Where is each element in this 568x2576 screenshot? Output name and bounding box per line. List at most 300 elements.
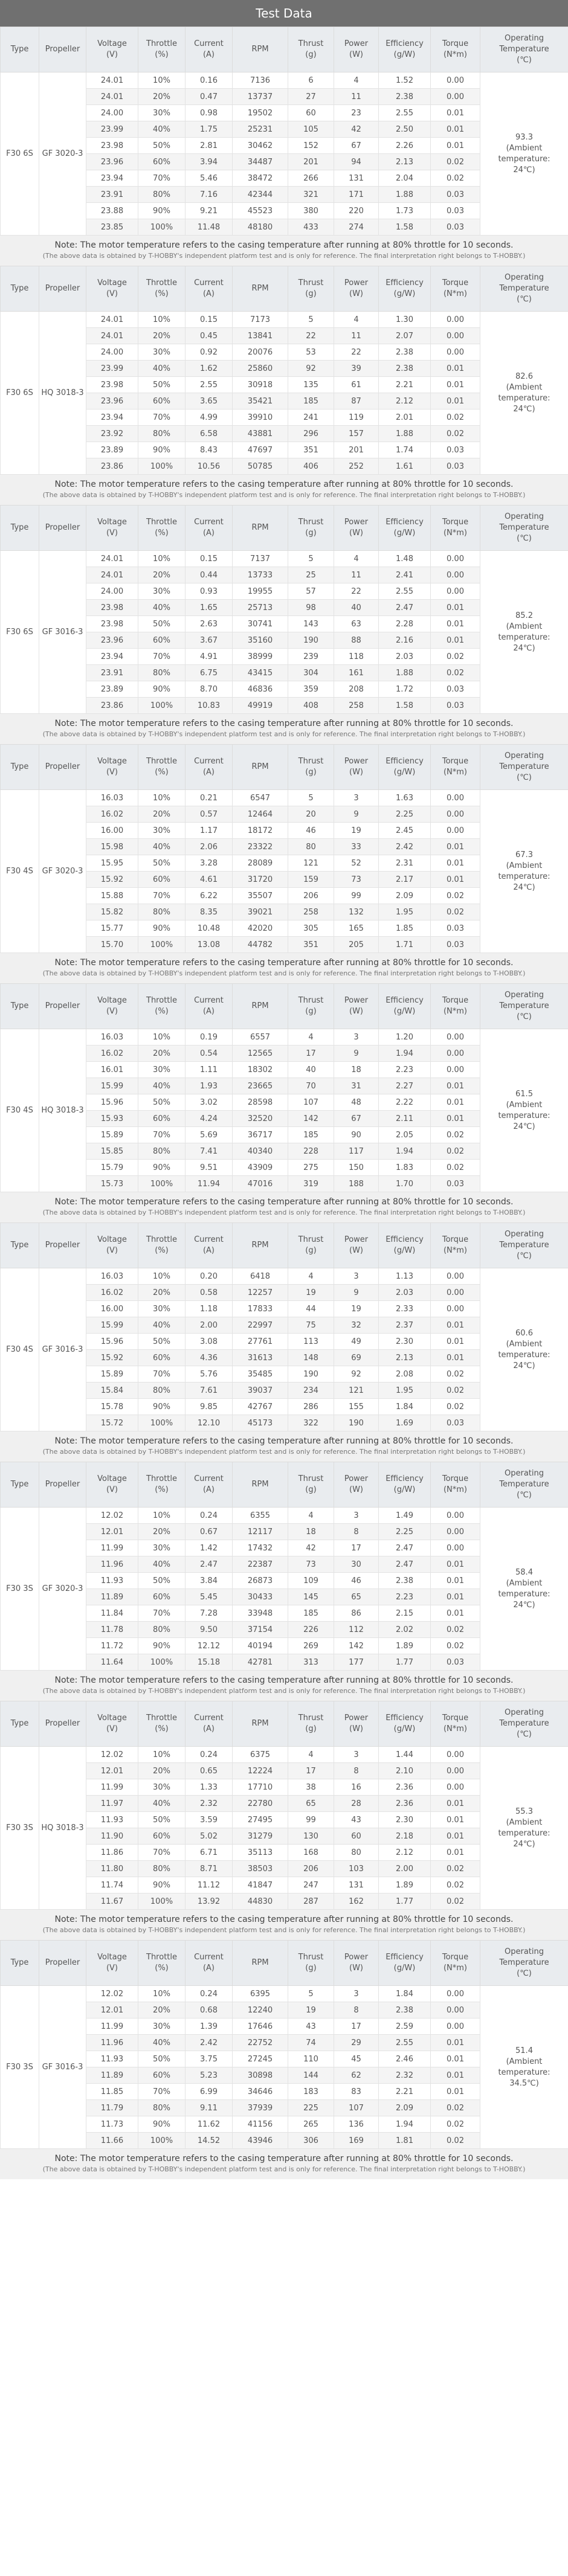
thrust-cell: 305 xyxy=(288,920,334,937)
thrust-cell: 99 xyxy=(288,1812,334,1828)
rpm-cell: 35421 xyxy=(233,393,288,410)
power-cell: 155 xyxy=(334,1399,379,1415)
torque-cell: 0.01 xyxy=(431,855,480,872)
test-note xyxy=(0,475,568,505)
rpm-cell: 35507 xyxy=(233,888,288,904)
test-data-table xyxy=(0,505,568,714)
voltage-cell: 11.97 xyxy=(86,1796,138,1812)
thrust-cell: 43 xyxy=(288,2019,334,2035)
torque-cell: 0.02 xyxy=(431,888,480,904)
power-cell: 28 xyxy=(334,1796,379,1812)
throttle-cell: 50% xyxy=(138,616,186,632)
voltage-cell: 15.95 xyxy=(86,855,138,872)
column-header: Torque (N*m) xyxy=(431,1701,480,1747)
throttle-cell: 100% xyxy=(138,937,186,953)
voltage-cell: 11.84 xyxy=(86,1605,138,1622)
thrust-cell: 206 xyxy=(288,1861,334,1877)
rpm-cell: 30918 xyxy=(233,377,288,393)
torque-cell: 0.02 xyxy=(431,1638,480,1654)
power-cell: 3 xyxy=(334,1986,379,2002)
throttle-cell: 70% xyxy=(138,1605,186,1622)
current-cell: 2.55 xyxy=(186,377,233,393)
power-cell: 19 xyxy=(334,823,379,839)
current-cell: 1.75 xyxy=(186,121,233,138)
test-data-table xyxy=(0,27,568,236)
voltage-cell: 15.89 xyxy=(86,1366,138,1383)
thrust-cell: 225 xyxy=(288,2100,334,2116)
current-cell: 2.42 xyxy=(186,2035,233,2051)
throttle-cell: 40% xyxy=(138,2035,186,2051)
efficiency-cell: 1.52 xyxy=(379,72,431,89)
column-header: Throttle (%) xyxy=(138,1701,186,1747)
efficiency-cell: 2.03 xyxy=(379,1285,431,1301)
power-cell: 11 xyxy=(334,89,379,105)
torque-cell: 0.00 xyxy=(431,72,480,89)
torque-cell: 0.01 xyxy=(431,1796,480,1812)
table-header-row xyxy=(1,1941,568,1986)
efficiency-cell: 1.44 xyxy=(379,1747,431,1763)
power-cell: 112 xyxy=(334,1622,379,1638)
current-cell: 0.19 xyxy=(186,1029,233,1045)
efficiency-cell: 2.31 xyxy=(379,855,431,872)
thrust-cell: 168 xyxy=(288,1845,334,1861)
current-cell: 0.57 xyxy=(186,806,233,823)
column-header: Thrust (g) xyxy=(288,984,334,1029)
torque-cell: 0.00 xyxy=(431,583,480,600)
current-cell: 2.47 xyxy=(186,1556,233,1573)
motor-type-cell: F30 6S xyxy=(1,72,39,236)
voltage-cell: 23.98 xyxy=(86,377,138,393)
current-cell: 10.48 xyxy=(186,920,233,937)
current-cell: 13.08 xyxy=(186,937,233,953)
voltage-cell: 15.85 xyxy=(86,1143,138,1160)
efficiency-cell: 2.36 xyxy=(379,1796,431,1812)
voltage-cell: 16.00 xyxy=(86,823,138,839)
torque-cell: 0.02 xyxy=(431,1143,480,1160)
efficiency-cell: 2.23 xyxy=(379,1062,431,1078)
torque-cell: 0.01 xyxy=(431,1589,480,1605)
throttle-cell: 80% xyxy=(138,426,186,442)
column-header: Power (W) xyxy=(334,27,379,72)
efficiency-cell: 2.11 xyxy=(379,1111,431,1127)
note-main-text: Note: The motor temperature refers to the casing temperature after running at 80% throttle for 10 seconds. xyxy=(54,2154,514,2163)
thrust-cell: 6 xyxy=(288,72,334,89)
throttle-cell: 40% xyxy=(138,1078,186,1094)
power-cell: 86 xyxy=(334,1605,379,1622)
voltage-cell: 16.03 xyxy=(86,1029,138,1045)
power-cell: 94 xyxy=(334,154,379,170)
throttle-cell: 90% xyxy=(138,442,186,458)
power-cell: 17 xyxy=(334,2019,379,2035)
column-header: Propeller xyxy=(39,745,86,790)
voltage-cell: 23.86 xyxy=(86,458,138,475)
rpm-cell: 13733 xyxy=(233,567,288,583)
power-cell: 136 xyxy=(334,2116,379,2133)
rpm-cell: 35113 xyxy=(233,1845,288,1861)
voltage-cell: 11.89 xyxy=(86,1589,138,1605)
throttle-cell: 50% xyxy=(138,1573,186,1589)
current-cell: 4.91 xyxy=(186,649,233,665)
efficiency-cell: 2.38 xyxy=(379,344,431,361)
rpm-cell: 43946 xyxy=(233,2133,288,2149)
voltage-cell: 23.98 xyxy=(86,600,138,616)
throttle-cell: 40% xyxy=(138,1317,186,1334)
column-header: Type xyxy=(1,266,39,312)
throttle-cell: 20% xyxy=(138,1045,186,1062)
column-header: Propeller xyxy=(39,984,86,1029)
torque-cell: 0.01 xyxy=(431,1605,480,1622)
rpm-cell: 17646 xyxy=(233,2019,288,2035)
rpm-cell: 39910 xyxy=(233,410,288,426)
test-data-table xyxy=(0,1701,568,1910)
table-header-row xyxy=(1,984,568,1029)
power-cell: 40 xyxy=(334,600,379,616)
propeller-cell: HQ 3018-3 xyxy=(39,312,86,475)
power-cell: 88 xyxy=(334,632,379,649)
note-disclaimer-text: (The above data is obtained by T-HOBBY's independent platform test and is only for reference. The final interpretation right belongs to T-HOBBY.) xyxy=(42,2165,526,2173)
torque-cell: 0.01 xyxy=(431,632,480,649)
efficiency-cell: 2.50 xyxy=(379,121,431,138)
column-header: RPM xyxy=(233,1701,288,1747)
column-header: Torque (N*m) xyxy=(431,745,480,790)
thrust-cell: 247 xyxy=(288,1877,334,1893)
rpm-cell: 44782 xyxy=(233,937,288,953)
current-cell: 0.21 xyxy=(186,790,233,806)
thrust-cell: 4 xyxy=(288,1268,334,1285)
torque-cell: 0.00 xyxy=(431,551,480,567)
throttle-cell: 20% xyxy=(138,1763,186,1779)
voltage-cell: 23.85 xyxy=(86,219,138,236)
voltage-cell: 15.82 xyxy=(86,904,138,920)
throttle-cell: 80% xyxy=(138,2100,186,2116)
motor-type-cell: F30 3S xyxy=(1,1986,39,2149)
rpm-cell: 7136 xyxy=(233,72,288,89)
torque-cell: 0.00 xyxy=(431,1062,480,1078)
efficiency-cell: 2.04 xyxy=(379,170,431,187)
column-header: Current (A) xyxy=(186,506,233,551)
column-header: Power (W) xyxy=(334,745,379,790)
torque-cell: 0.03 xyxy=(431,1654,480,1671)
thrust-cell: 433 xyxy=(288,219,334,236)
power-cell: 150 xyxy=(334,1160,379,1176)
power-cell: 3 xyxy=(334,790,379,806)
torque-cell: 0.01 xyxy=(431,1078,480,1094)
column-header: Type xyxy=(1,745,39,790)
rpm-cell: 43909 xyxy=(233,1160,288,1176)
throttle-cell: 10% xyxy=(138,312,186,328)
current-cell: 0.15 xyxy=(186,551,233,567)
power-cell: 17 xyxy=(334,1540,379,1556)
current-cell: 0.93 xyxy=(186,583,233,600)
voltage-cell: 24.00 xyxy=(86,105,138,121)
current-cell: 3.84 xyxy=(186,1573,233,1589)
column-header: Current (A) xyxy=(186,1462,233,1508)
column-header: Current (A) xyxy=(186,27,233,72)
rpm-cell: 37939 xyxy=(233,2100,288,2116)
motor-type-cell: F30 3S xyxy=(1,1747,39,1910)
column-header: Operating Temperature (℃) xyxy=(480,1941,568,1986)
voltage-cell: 16.02 xyxy=(86,1285,138,1301)
column-header: Voltage (V) xyxy=(86,506,138,551)
torque-cell: 0.03 xyxy=(431,1415,480,1431)
rpm-cell: 35160 xyxy=(233,632,288,649)
efficiency-cell: 2.37 xyxy=(379,1317,431,1334)
voltage-cell: 15.98 xyxy=(86,839,138,855)
test-note xyxy=(0,2149,568,2179)
power-cell: 132 xyxy=(334,904,379,920)
operating-temperature-cell: 85.2 (Ambient temperature: 24℃) xyxy=(480,551,568,714)
column-header: RPM xyxy=(233,1462,288,1508)
torque-cell: 0.02 xyxy=(431,904,480,920)
voltage-cell: 12.02 xyxy=(86,1747,138,1763)
current-cell: 8.43 xyxy=(186,442,233,458)
throttle-cell: 20% xyxy=(138,567,186,583)
torque-cell: 0.00 xyxy=(431,1301,480,1317)
column-header: Torque (N*m) xyxy=(431,984,480,1029)
table-row xyxy=(1,312,568,328)
propeller-cell: GF 3016-3 xyxy=(39,1986,86,2149)
rpm-cell: 23322 xyxy=(233,839,288,855)
column-header: Thrust (g) xyxy=(288,1462,334,1508)
efficiency-cell: 1.69 xyxy=(379,1415,431,1431)
torque-cell: 0.01 xyxy=(431,393,480,410)
efficiency-cell: 2.38 xyxy=(379,2002,431,2019)
current-cell: 1.17 xyxy=(186,823,233,839)
rpm-cell: 45523 xyxy=(233,203,288,219)
voltage-cell: 24.01 xyxy=(86,89,138,105)
power-cell: 142 xyxy=(334,1638,379,1654)
column-header: Voltage (V) xyxy=(86,1462,138,1508)
current-cell: 14.52 xyxy=(186,2133,233,2149)
test-data-table xyxy=(0,744,568,953)
throttle-cell: 60% xyxy=(138,1350,186,1366)
thrust-cell: 183 xyxy=(288,2084,334,2100)
efficiency-cell: 1.83 xyxy=(379,1160,431,1176)
thrust-cell: 190 xyxy=(288,1366,334,1383)
power-cell: 3 xyxy=(334,1268,379,1285)
power-cell: 274 xyxy=(334,219,379,236)
table-row xyxy=(1,1747,568,1763)
rpm-cell: 17833 xyxy=(233,1301,288,1317)
thrust-cell: 206 xyxy=(288,888,334,904)
current-cell: 0.67 xyxy=(186,1524,233,1540)
voltage-cell: 15.99 xyxy=(86,1078,138,1094)
power-cell: 32 xyxy=(334,1317,379,1334)
column-header: RPM xyxy=(233,1941,288,1986)
thrust-cell: 145 xyxy=(288,1589,334,1605)
column-header: Thrust (g) xyxy=(288,745,334,790)
torque-cell: 0.01 xyxy=(431,2084,480,2100)
note-disclaimer-text: (The above data is obtained by T-HOBBY's independent platform test and is only for reference. The final interpretation right belongs to T-HOBBY.) xyxy=(42,969,526,977)
voltage-cell: 15.77 xyxy=(86,920,138,937)
rpm-cell: 47697 xyxy=(233,442,288,458)
power-cell: 162 xyxy=(334,1893,379,1910)
table-header-row xyxy=(1,27,568,72)
torque-cell: 0.02 xyxy=(431,1366,480,1383)
voltage-cell: 16.02 xyxy=(86,806,138,823)
current-cell: 0.92 xyxy=(186,344,233,361)
table-row xyxy=(1,1268,568,1285)
column-header: Throttle (%) xyxy=(138,506,186,551)
rpm-cell: 12117 xyxy=(233,1524,288,1540)
thrust-cell: 275 xyxy=(288,1160,334,1176)
rpm-cell: 13737 xyxy=(233,89,288,105)
efficiency-cell: 1.58 xyxy=(379,219,431,236)
table-header-row xyxy=(1,506,568,551)
throttle-cell: 100% xyxy=(138,1654,186,1671)
power-cell: 157 xyxy=(334,426,379,442)
torque-cell: 0.01 xyxy=(431,121,480,138)
thrust-cell: 296 xyxy=(288,426,334,442)
test-table-block xyxy=(0,1940,568,2179)
voltage-cell: 12.02 xyxy=(86,1986,138,2002)
power-cell: 80 xyxy=(334,1845,379,1861)
current-cell: 11.48 xyxy=(186,219,233,236)
current-cell: 0.98 xyxy=(186,105,233,121)
throttle-cell: 30% xyxy=(138,1779,186,1796)
torque-cell: 0.02 xyxy=(431,1383,480,1399)
current-cell: 2.32 xyxy=(186,1796,233,1812)
rpm-cell: 6375 xyxy=(233,1747,288,1763)
current-cell: 0.47 xyxy=(186,89,233,105)
thrust-cell: 113 xyxy=(288,1334,334,1350)
thrust-cell: 148 xyxy=(288,1350,334,1366)
propeller-cell: GF 3020-3 xyxy=(39,790,86,953)
rpm-cell: 22387 xyxy=(233,1556,288,1573)
voltage-cell: 23.94 xyxy=(86,410,138,426)
rpm-cell: 38472 xyxy=(233,170,288,187)
power-cell: 18 xyxy=(334,1062,379,1078)
voltage-cell: 23.96 xyxy=(86,154,138,170)
efficiency-cell: 2.32 xyxy=(379,2067,431,2084)
torque-cell: 0.00 xyxy=(431,1779,480,1796)
throttle-cell: 100% xyxy=(138,458,186,475)
throttle-cell: 50% xyxy=(138,377,186,393)
torque-cell: 0.01 xyxy=(431,2067,480,2084)
column-header: Throttle (%) xyxy=(138,984,186,1029)
column-header: Propeller xyxy=(39,506,86,551)
column-header: Propeller xyxy=(39,1941,86,1986)
throttle-cell: 70% xyxy=(138,888,186,904)
power-cell: 69 xyxy=(334,1350,379,1366)
column-header: Voltage (V) xyxy=(86,1941,138,1986)
column-header: RPM xyxy=(233,745,288,790)
current-cell: 12.12 xyxy=(186,1638,233,1654)
efficiency-cell: 2.12 xyxy=(379,393,431,410)
thrust-cell: 269 xyxy=(288,1638,334,1654)
current-cell: 0.24 xyxy=(186,1508,233,1524)
rpm-cell: 28598 xyxy=(233,1094,288,1111)
thrust-cell: 313 xyxy=(288,1654,334,1671)
efficiency-cell: 1.49 xyxy=(379,1508,431,1524)
propeller-cell: GF 3020-3 xyxy=(39,72,86,236)
test-data-table xyxy=(0,1462,568,1671)
power-cell: 121 xyxy=(334,1383,379,1399)
rpm-cell: 27245 xyxy=(233,2051,288,2067)
torque-cell: 0.01 xyxy=(431,1334,480,1350)
torque-cell: 0.00 xyxy=(431,328,480,344)
efficiency-cell: 2.26 xyxy=(379,138,431,154)
power-cell: 190 xyxy=(334,1415,379,1431)
column-header: Operating Temperature (℃) xyxy=(480,1462,568,1508)
rpm-cell: 41156 xyxy=(233,2116,288,2133)
operating-temperature-cell: 60.6 (Ambient temperature: 24℃) xyxy=(480,1268,568,1431)
power-cell: 49 xyxy=(334,1334,379,1350)
efficiency-cell: 1.58 xyxy=(379,698,431,714)
rpm-cell: 6418 xyxy=(233,1268,288,1285)
column-header: Type xyxy=(1,1223,39,1268)
throttle-cell: 100% xyxy=(138,2133,186,2149)
power-cell: 67 xyxy=(334,1111,379,1127)
operating-temperature-cell: 67.3 (Ambient temperature: 24℃) xyxy=(480,790,568,953)
column-header: Current (A) xyxy=(186,745,233,790)
test-table-block xyxy=(0,505,568,744)
throttle-cell: 100% xyxy=(138,1176,186,1192)
efficiency-cell: 1.77 xyxy=(379,1893,431,1910)
propeller-cell: HQ 3018-3 xyxy=(39,1029,86,1192)
current-cell: 3.08 xyxy=(186,1334,233,1350)
torque-cell: 0.00 xyxy=(431,567,480,583)
rpm-cell: 42781 xyxy=(233,1654,288,1671)
power-cell: 99 xyxy=(334,888,379,904)
column-header: Torque (N*m) xyxy=(431,266,480,312)
note-disclaimer-text: (The above data is obtained by T-HOBBY's independent platform test and is only for reference. The final interpretation right belongs to T-HOBBY.) xyxy=(42,730,526,738)
throttle-cell: 10% xyxy=(138,790,186,806)
power-cell: 9 xyxy=(334,1285,379,1301)
throttle-cell: 20% xyxy=(138,1285,186,1301)
voltage-cell: 11.96 xyxy=(86,2035,138,2051)
thrust-cell: 408 xyxy=(288,698,334,714)
efficiency-cell: 2.13 xyxy=(379,1350,431,1366)
voltage-cell: 15.84 xyxy=(86,1383,138,1399)
note-disclaimer-text: (The above data is obtained by T-HOBBY's independent platform test and is only for reference. The final interpretation right belongs to T-HOBBY.) xyxy=(42,1687,526,1695)
torque-cell: 0.01 xyxy=(431,2035,480,2051)
test-note xyxy=(0,714,568,744)
table-header-row xyxy=(1,1462,568,1508)
rpm-cell: 43415 xyxy=(233,665,288,681)
rpm-cell: 7137 xyxy=(233,551,288,567)
test-note xyxy=(0,1431,568,1462)
throttle-cell: 40% xyxy=(138,839,186,855)
power-cell: 11 xyxy=(334,328,379,344)
column-header: RPM xyxy=(233,984,288,1029)
rpm-cell: 44830 xyxy=(233,1893,288,1910)
power-cell: 11 xyxy=(334,567,379,583)
column-header: RPM xyxy=(233,1223,288,1268)
power-cell: 52 xyxy=(334,855,379,872)
voltage-cell: 11.73 xyxy=(86,2116,138,2133)
thrust-cell: 321 xyxy=(288,187,334,203)
rpm-cell: 12464 xyxy=(233,806,288,823)
voltage-cell: 23.86 xyxy=(86,698,138,714)
thrust-cell: 57 xyxy=(288,583,334,600)
thrust-cell: 105 xyxy=(288,121,334,138)
voltage-cell: 15.73 xyxy=(86,1176,138,1192)
efficiency-cell: 1.94 xyxy=(379,1045,431,1062)
note-main-text: Note: The motor temperature refers to the casing temperature after running at 80% throttle for 10 seconds. xyxy=(54,240,514,250)
voltage-cell: 16.00 xyxy=(86,1301,138,1317)
rpm-cell: 25860 xyxy=(233,361,288,377)
rpm-cell: 22780 xyxy=(233,1796,288,1812)
table-row xyxy=(1,72,568,89)
thrust-cell: 19 xyxy=(288,2002,334,2019)
throttle-cell: 30% xyxy=(138,823,186,839)
throttle-cell: 90% xyxy=(138,920,186,937)
torque-cell: 0.00 xyxy=(431,2002,480,2019)
current-cell: 9.51 xyxy=(186,1160,233,1176)
rpm-cell: 30741 xyxy=(233,616,288,632)
current-cell: 10.83 xyxy=(186,698,233,714)
